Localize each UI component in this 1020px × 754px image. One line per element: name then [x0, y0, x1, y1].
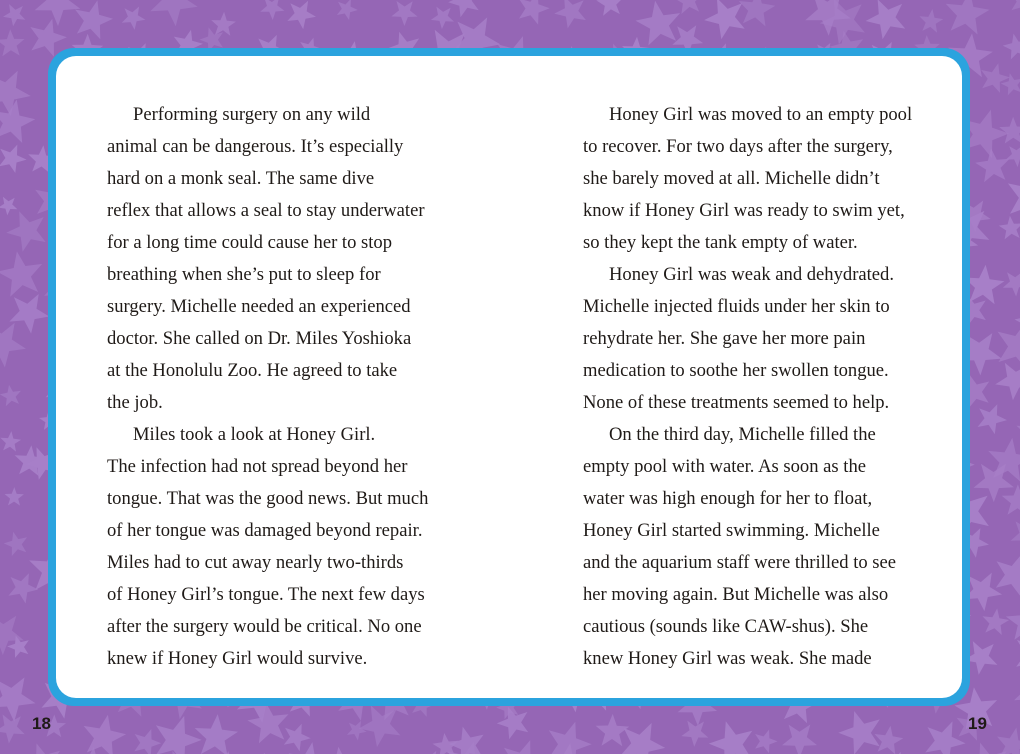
- text-line: The infection had not spread beyond her: [107, 456, 408, 477]
- star-shape: [150, 0, 197, 26]
- star-shape: [284, 724, 311, 752]
- text-line: tongue. That was the good news. But much: [107, 488, 429, 509]
- text-line: of her tongue was damaged beyond repair.: [107, 520, 423, 541]
- star-shape: [709, 721, 753, 754]
- star-shape: [1014, 669, 1020, 715]
- star-shape: [134, 729, 161, 754]
- text-line: breathing when she’s put to sleep for: [107, 264, 381, 285]
- star-shape: [996, 554, 1020, 597]
- text-line: knew Honey Girl was weak. She made: [583, 648, 872, 669]
- star-shape: [287, 1, 316, 30]
- star-shape: [0, 145, 27, 173]
- star-shape: [782, 725, 817, 754]
- star-shape: [875, 726, 904, 754]
- text-line: Miles had to cut away nearly two-thirds: [107, 552, 404, 573]
- text-line: of Honey Girl’s tongue. The next few days: [107, 584, 425, 605]
- text-line: reflex that allows a seal to stay underwater: [107, 200, 425, 221]
- text-line: and the aquarium staff were thrilled to see: [583, 552, 897, 573]
- star-shape: [838, 711, 880, 754]
- star-shape: [1015, 310, 1020, 332]
- star-shape: [866, 0, 906, 39]
- star-shape: [211, 12, 236, 36]
- star-shape: [4, 532, 27, 556]
- star-shape: [0, 431, 21, 452]
- text-line: animal can be dangerous. It’s especially: [107, 136, 404, 157]
- star-shape: [975, 148, 1009, 182]
- star-shape: [260, 0, 284, 20]
- star-shape: [1006, 145, 1020, 167]
- star-shape: [596, 0, 623, 16]
- star-shape: [999, 216, 1020, 240]
- star-shape: [75, 0, 113, 39]
- text-line: cautious (sounds like CAW-shus). She: [583, 616, 869, 637]
- star-shape: [359, 705, 401, 747]
- text-line: None of these treatments seemed to help.: [583, 392, 890, 413]
- star-shape: [739, 0, 776, 26]
- text-line: to recover. For two days after the surgery,: [583, 136, 893, 157]
- text-line: Honey Girl started swimming. Michelle: [583, 520, 880, 541]
- star-shape: [9, 294, 49, 334]
- star-shape: [1003, 272, 1020, 297]
- star-shape: [503, 740, 545, 754]
- book-spread: [56, 56, 962, 698]
- star-shape: [596, 714, 630, 746]
- star-shape: [0, 714, 25, 743]
- star-shape: [0, 323, 26, 368]
- star-shape: [919, 9, 943, 33]
- text-line: water was high enough for her to float,: [583, 488, 873, 509]
- star-shape: [0, 251, 42, 296]
- star-shape: [964, 265, 1004, 305]
- star-shape: [156, 716, 202, 754]
- star-shape: [0, 197, 17, 216]
- star-shape: [347, 721, 367, 741]
- star-shape: [1011, 0, 1020, 15]
- star-shape: [247, 702, 288, 743]
- text-line: empty pool with water. As soon as the: [583, 456, 867, 477]
- star-shape: [6, 211, 46, 252]
- text-line: know if Honey Girl was ready to swim yet,: [583, 200, 905, 221]
- star-shape: [704, 0, 745, 39]
- star-shape: [318, 747, 363, 754]
- star-shape: [5, 487, 24, 506]
- star-shape: [35, 0, 81, 26]
- star-shape: [995, 363, 1020, 400]
- text-line: Performing surgery on any wild: [133, 104, 371, 125]
- text-line: rehydrate her. She gave her more pain: [583, 328, 866, 349]
- text-line: surgery. Michelle needed an experienced: [107, 296, 411, 317]
- right-page-text: [583, 99, 943, 675]
- star-shape: [964, 743, 1007, 754]
- star-shape: [1016, 633, 1020, 676]
- left-page-text: [107, 99, 467, 675]
- star-shape: [674, 0, 703, 14]
- star-shape: [448, 0, 479, 17]
- star-shape: [195, 714, 238, 754]
- text-line: after the surgery would be critical. No one: [107, 616, 422, 637]
- text-line: On the third day, Michelle filled the: [609, 424, 876, 445]
- text-line: for a long time could cause her to stop: [107, 232, 393, 253]
- star-shape: [1011, 520, 1020, 551]
- page-number-right: 19: [968, 714, 987, 733]
- text-line: at the Honolulu Zoo. He agreed to take: [107, 360, 398, 381]
- page-number-left: 18: [32, 714, 51, 733]
- star-shape: [946, 0, 990, 34]
- star-shape: [925, 721, 965, 754]
- star-shape: [0, 677, 36, 721]
- star-shape: [0, 385, 21, 406]
- text-line: hard on a monk seal. The same dive: [107, 168, 375, 189]
- star-shape: [449, 727, 484, 754]
- star-shape: [0, 29, 25, 56]
- star-shape: [1008, 172, 1020, 221]
- star-shape: [1017, 414, 1020, 449]
- star-shape: [554, 0, 586, 28]
- text-line: Miles took a look at Honey Girl.: [133, 424, 376, 445]
- star-shape: [8, 573, 38, 603]
- star-shape: [999, 117, 1020, 144]
- star-shape: [337, 0, 358, 20]
- star-shape: [978, 404, 1007, 434]
- star-shape: [981, 63, 1010, 93]
- text-line: knew if Honey Girl would survive.: [107, 648, 368, 669]
- star-shape: [431, 7, 454, 30]
- text-line: her moving again. But Michelle was also: [583, 584, 889, 605]
- star-shape: [22, 743, 60, 754]
- text-line: doctor. She called on Dr. Miles Yoshioka: [107, 328, 412, 349]
- text-line: Honey Girl was moved to an empty pool: [609, 104, 913, 125]
- page-frame: [48, 48, 970, 706]
- star-shape: [997, 728, 1020, 754]
- text-line: the job.: [107, 392, 163, 413]
- star-shape: [681, 721, 708, 747]
- star-shape: [755, 730, 778, 754]
- text-line: Michelle injected fluids under her skin to: [583, 296, 890, 317]
- star-shape: [3, 4, 25, 26]
- star-shape: [391, 1, 417, 26]
- star-shape: [122, 7, 146, 30]
- text-line: medication to soothe her swollen tongue.: [583, 360, 889, 381]
- star-shape: [1003, 34, 1020, 60]
- text-line: she barely moved at all. Michelle didn’t: [583, 168, 880, 189]
- star-shape: [1002, 484, 1020, 515]
- text-line: so they kept the tank empty of water.: [583, 232, 858, 253]
- star-shape: [998, 321, 1020, 370]
- star-shape: [636, 1, 681, 46]
- text-line: Honey Girl was weak and dehydrated.: [609, 264, 895, 285]
- star-shape: [519, 0, 550, 25]
- star-shape: [84, 715, 127, 754]
- star-shape: [983, 608, 1010, 635]
